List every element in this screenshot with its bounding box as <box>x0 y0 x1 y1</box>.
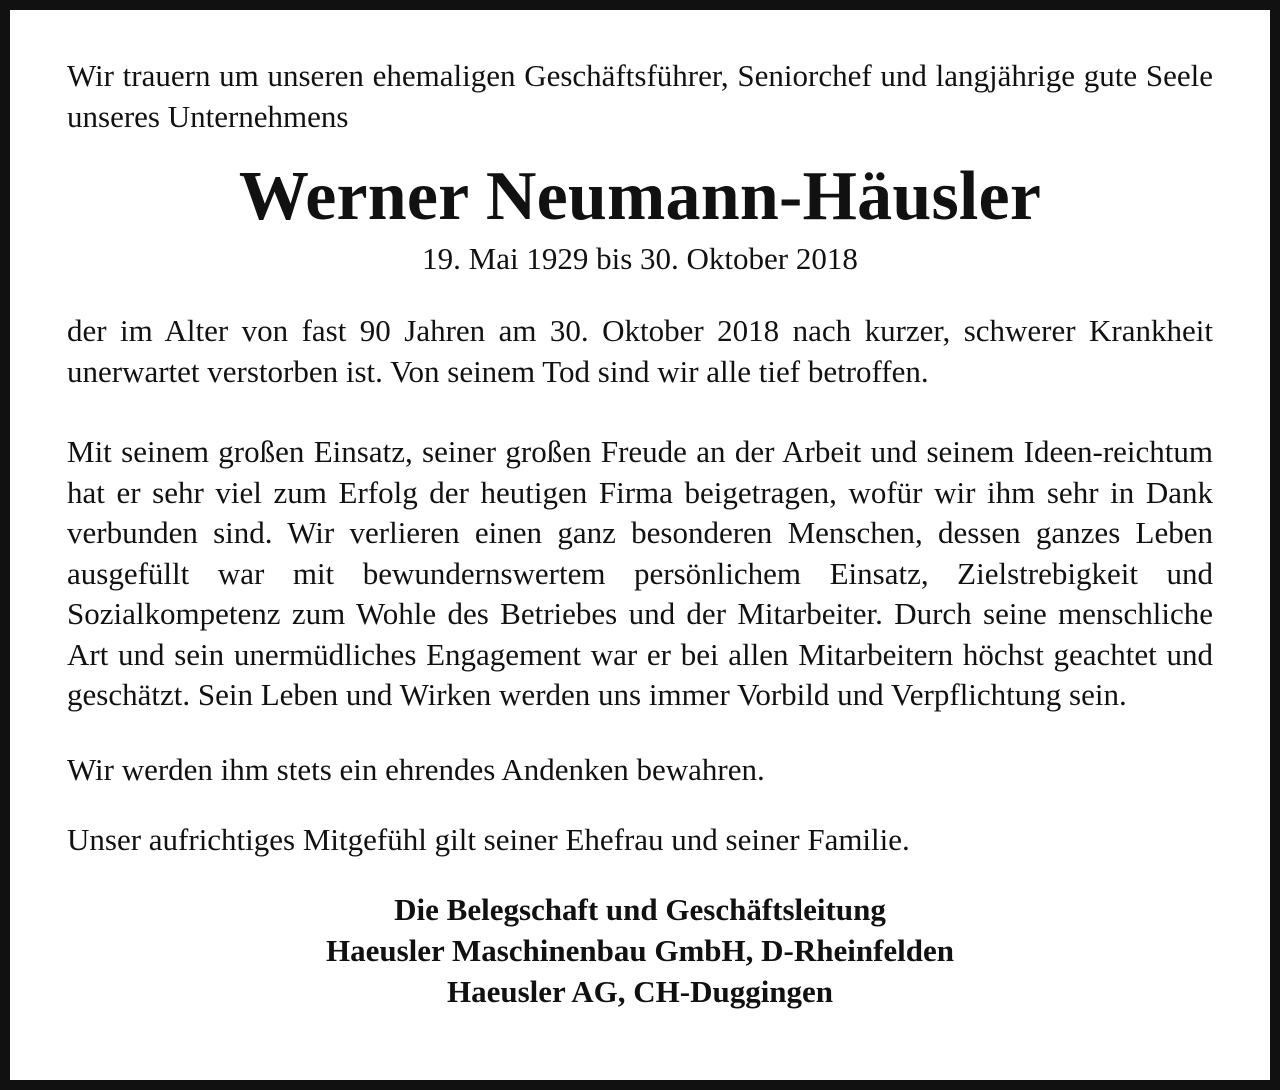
signature-block <box>67 889 1213 1012</box>
memory-paragraph: Wir werden ihm stets ein ehrendes Andenken bewahren. <box>67 751 765 787</box>
signature-line-company-ch: Haeusler AG, CH-Duggingen <box>446 973 834 1009</box>
sympathy-paragraph: Unser aufrichtiges Mitgefühl gilt seiner Ehefrau und seiner Familie. <box>67 822 910 857</box>
signature-line-company-de: Haeusler Maschinenbau GmbH, D-Rheinfelden <box>325 932 955 968</box>
tribute-paragraph: Mit seinem großen Einsatz, seiner großen Freude an der Arbeit und seinem Ideen-reichtum hat er sehr viel zum Erfolg der heutigen Firma beigetragen, wofür wir ihm sehr in Dank verbunden sind. Wir verlieren einen ganz besonderen Menschen, dessen ganzes Leben ausgefüllt war mit bewundernswertem persönlichem Einsatz, Zielstrebigkeit und Sozialkompetenz zum Wohle des Betriebes und der Mitarbeiter. Durch seine menschliche Art und sein unermüdliches Engagement war er bei allen Mitarbeitern höchst geachtet und geschätzt. Sein Leben und Wirken werden uns immer Vorbild und Verpflichtung sein. <box>67 434 1213 712</box>
obituary-content <box>67 56 1213 1012</box>
death-paragraph: der im Alter von fast 90 Jahren am 30. Oktober 2018 nach kurzer, schwerer Krankheit unerwartet verstorben ist. Von seinem Tod sind wir alle tief betroffen. <box>67 313 1213 389</box>
intro-text: Wir trauern um unseren ehemaligen Geschäftsführer, Seniorchef und langjährige gute Seele unseres Unternehmens <box>67 58 1213 134</box>
life-dates: 19. Mai 1929 bis 30. Oktober 2018 <box>422 241 858 276</box>
deceased-name: Werner Neumann-Häusler <box>238 158 1042 235</box>
signature-line-staff: Die Belegschaft und Geschäftsleitung <box>394 891 886 927</box>
